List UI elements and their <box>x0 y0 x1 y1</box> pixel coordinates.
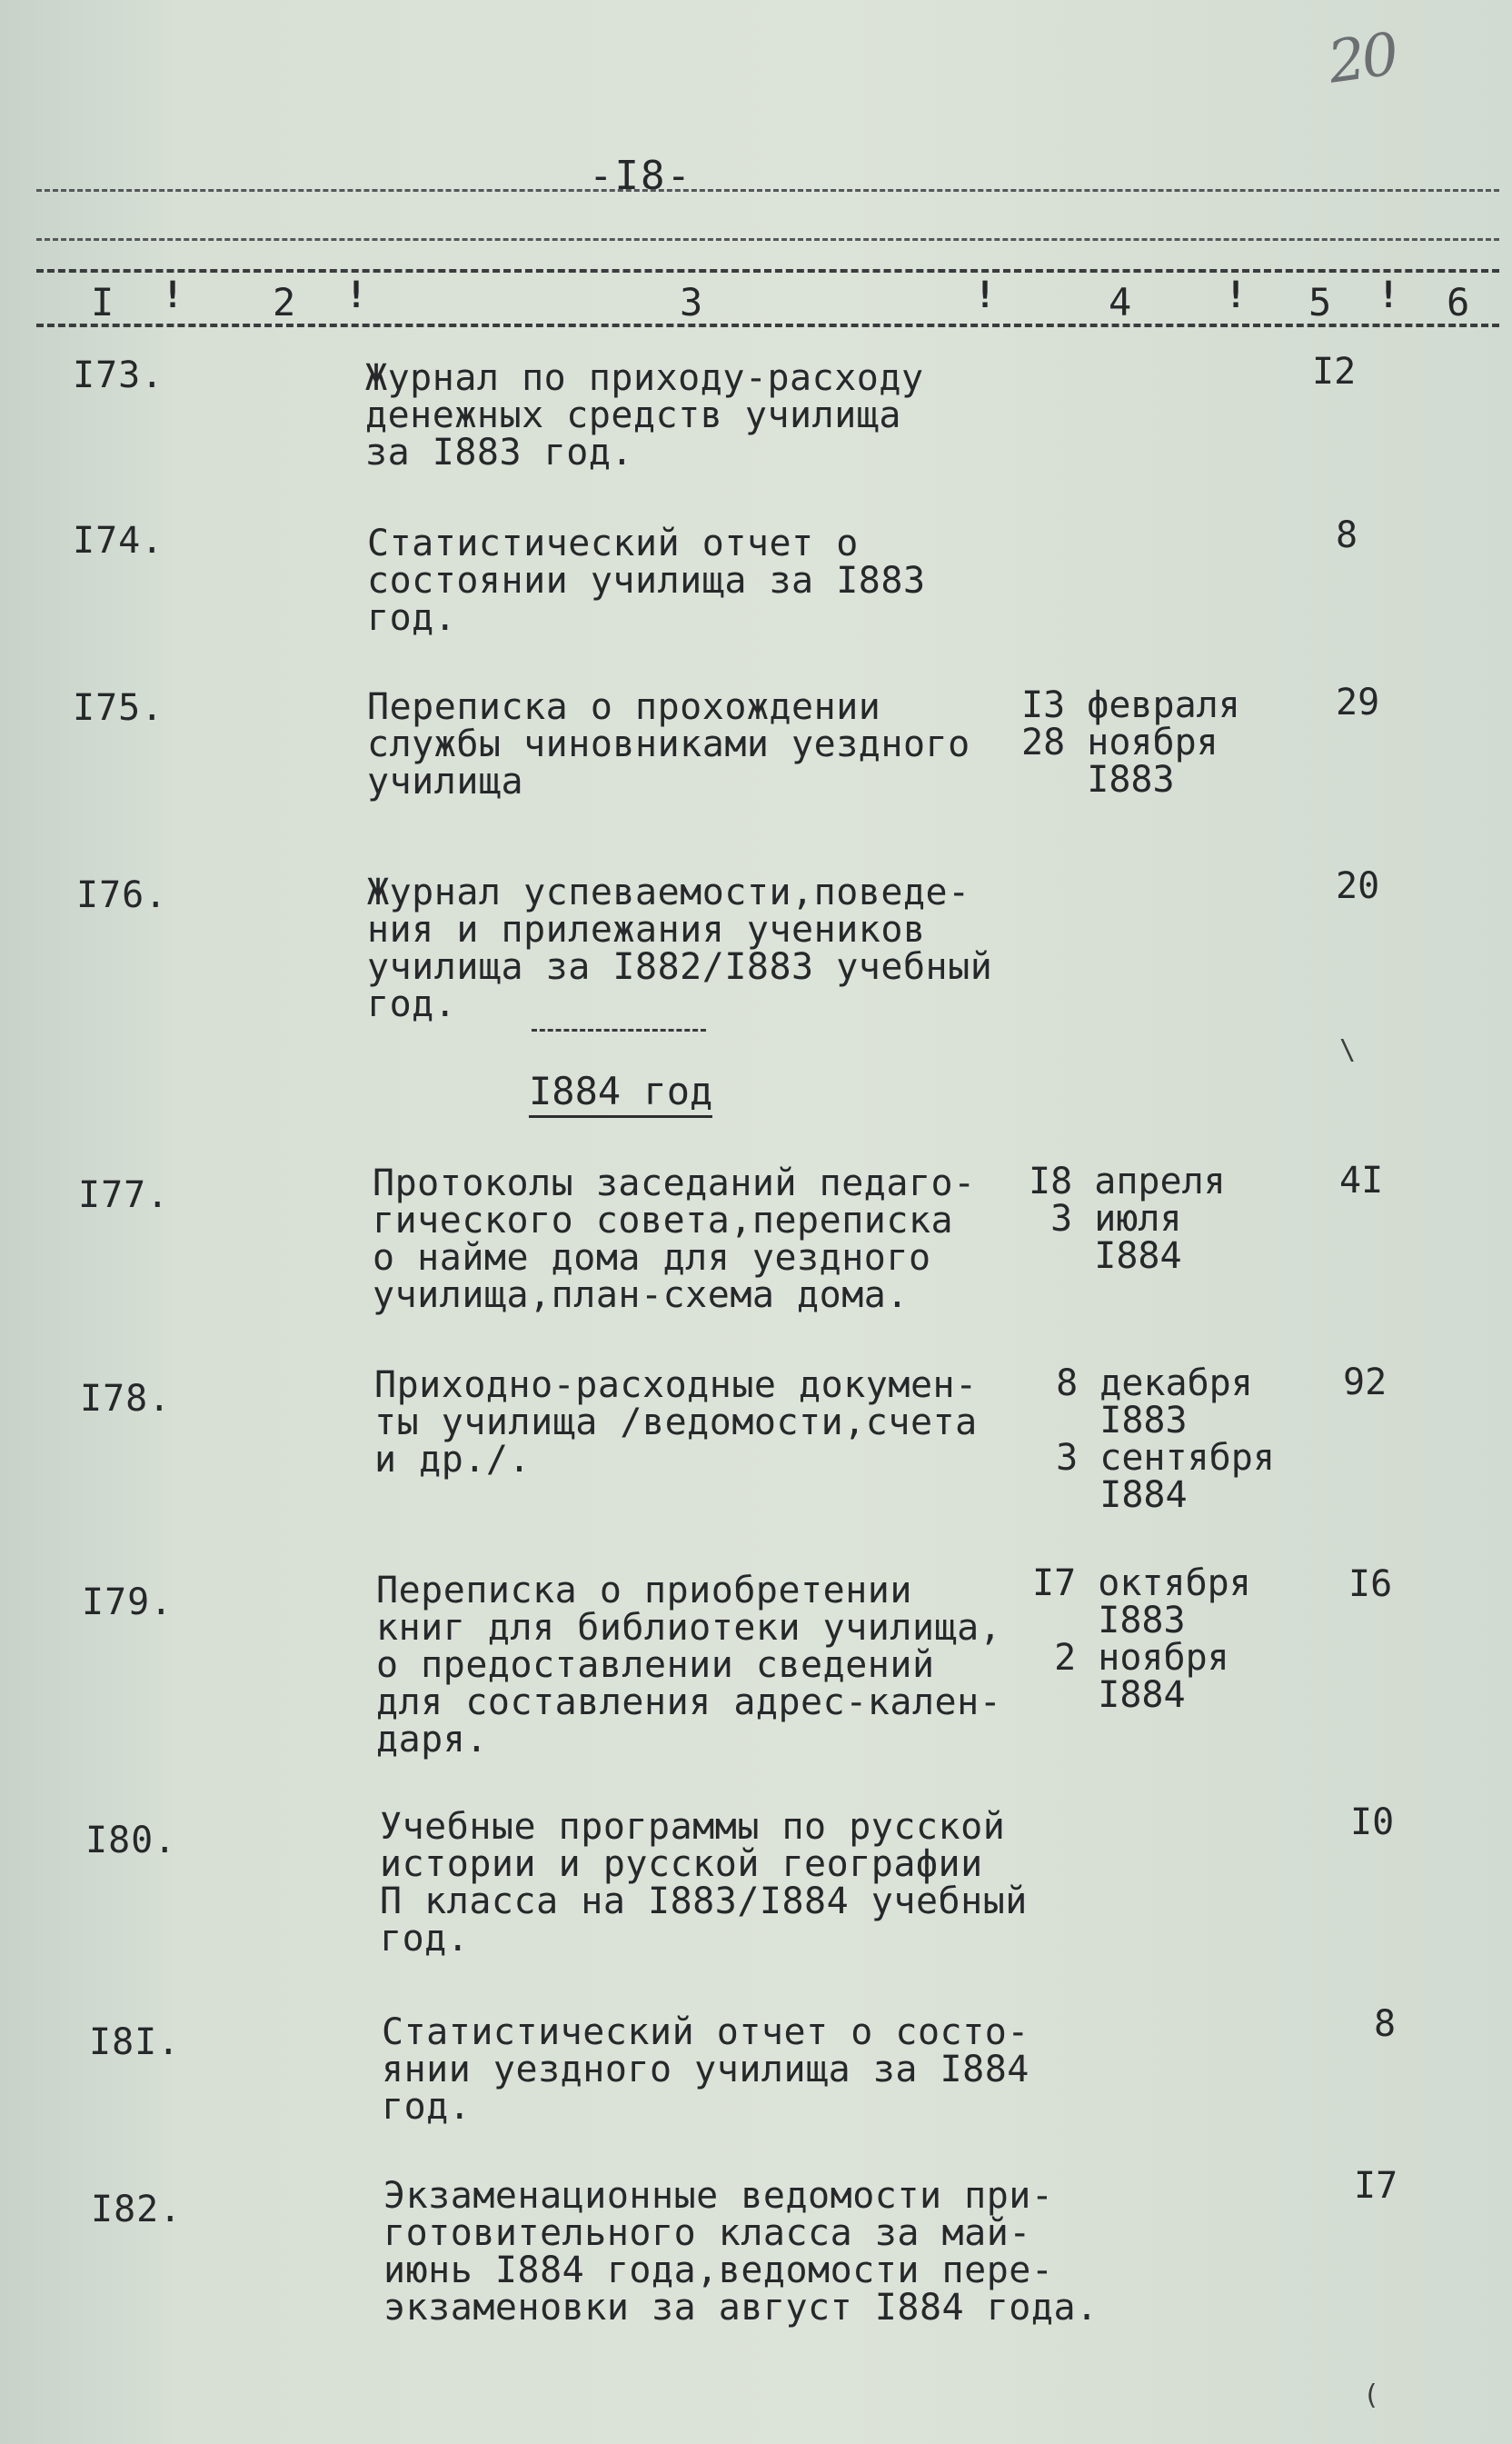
column-number-4: 4 <box>1109 280 1132 324</box>
header-dash-line <box>36 324 1499 327</box>
column-number-6: 6 <box>1447 280 1470 324</box>
entry-description: Журнал успеваемости,поведе- ния и прилежания учеников училища за I882/I883 учебный год. <box>367 872 993 1025</box>
entry-number: I8I. <box>89 2021 181 2063</box>
page-number: -I8- <box>589 153 692 199</box>
entry-sheet-count: 8 <box>1336 514 1358 556</box>
column-separator: ! <box>1378 274 1400 316</box>
entry-description: Переписка о прохождении службы чиновниками уездного училища <box>367 686 970 803</box>
section-divider <box>532 1029 706 1032</box>
entry-sheet-count: I2 <box>1312 351 1357 393</box>
column-separator: ! <box>974 274 997 316</box>
column-number-3: 3 <box>680 280 703 324</box>
entry-number: I82. <box>91 2189 183 2230</box>
year-heading: I884 год <box>529 1069 712 1118</box>
entry-description: Экзаменационные ведомости при- готовительного класса за май- июнь I884 года,ведомости пере- экзаменовки за август I884 года. <box>383 2175 1099 2329</box>
entry-sheet-count: 20 <box>1336 865 1380 907</box>
entry-sheet-count: I0 <box>1350 1801 1395 1843</box>
column-number-1: I <box>91 280 114 324</box>
entry-description: Журнал по приходу-расходу денежных средств училища за I883 год. <box>365 357 924 474</box>
entry-sheet-count: 29 <box>1336 682 1380 723</box>
entry-number: I73. <box>73 354 164 396</box>
column-separator: ! <box>345 274 368 316</box>
column-separator: ! <box>162 274 184 316</box>
column-number-2: 2 <box>273 280 296 324</box>
entry-dates: I3 февраля 28 ноября I883 <box>1021 684 1240 801</box>
entry-dates: I7 октября I883 2 ноября I884 <box>1032 1562 1251 1716</box>
entry-sheet-count: I7 <box>1354 2165 1398 2207</box>
column-number-5: 5 <box>1308 280 1332 324</box>
entry-number: I75. <box>73 687 164 729</box>
entry-description: Статистический отчет о состоянии училища за I883 год. <box>367 523 926 639</box>
header-dash-line <box>36 238 1499 241</box>
entry-dates: 8 декабря I883 3 сентября I884 <box>1056 1362 1275 1516</box>
handwritten-sheet-number: 20 <box>1324 21 1400 97</box>
entry-number: I78. <box>80 1378 172 1420</box>
entry-number: I76. <box>76 874 168 916</box>
entry-number: I77. <box>78 1174 170 1216</box>
entry-description: Приходно-расходные докумен- ты училища /ведомости,счета и др./. <box>374 1364 978 1481</box>
stray-mark: ( <box>1363 2379 1380 2411</box>
entry-sheet-count: 92 <box>1343 1362 1388 1403</box>
header-dash-line <box>36 269 1499 273</box>
entry-number: I79. <box>82 1581 174 1623</box>
entry-description: Протоколы заседаний педаго- гического совета,переписка о найме дома для уездного училища,план-схема дома. <box>373 1162 976 1316</box>
column-separator: ! <box>1225 274 1248 316</box>
entry-dates: I8 апреля 3 июля I884 <box>1029 1161 1226 1277</box>
entry-number: I74. <box>73 520 164 562</box>
entry-number: I80. <box>85 1820 177 1861</box>
stray-mark: \ <box>1339 1034 1357 1066</box>
entry-description: Учебные программы по русской истории и русской географии П класса на I883/I884 учебный год. <box>380 1806 1028 1960</box>
entry-description: Переписка о приобретении книг для библиотеки училища, о предоставлении сведений для составления адрес-кален- даря. <box>376 1570 1002 1761</box>
entry-sheet-count: 4I <box>1339 1160 1384 1202</box>
entry-sheet-count: I6 <box>1348 1563 1393 1605</box>
entry-sheet-count: 8 <box>1374 2003 1397 2045</box>
header-dash-line <box>36 189 1499 192</box>
entry-description: Статистический отчет о состо- янии уездного училища за I884 год. <box>382 2011 1030 2128</box>
